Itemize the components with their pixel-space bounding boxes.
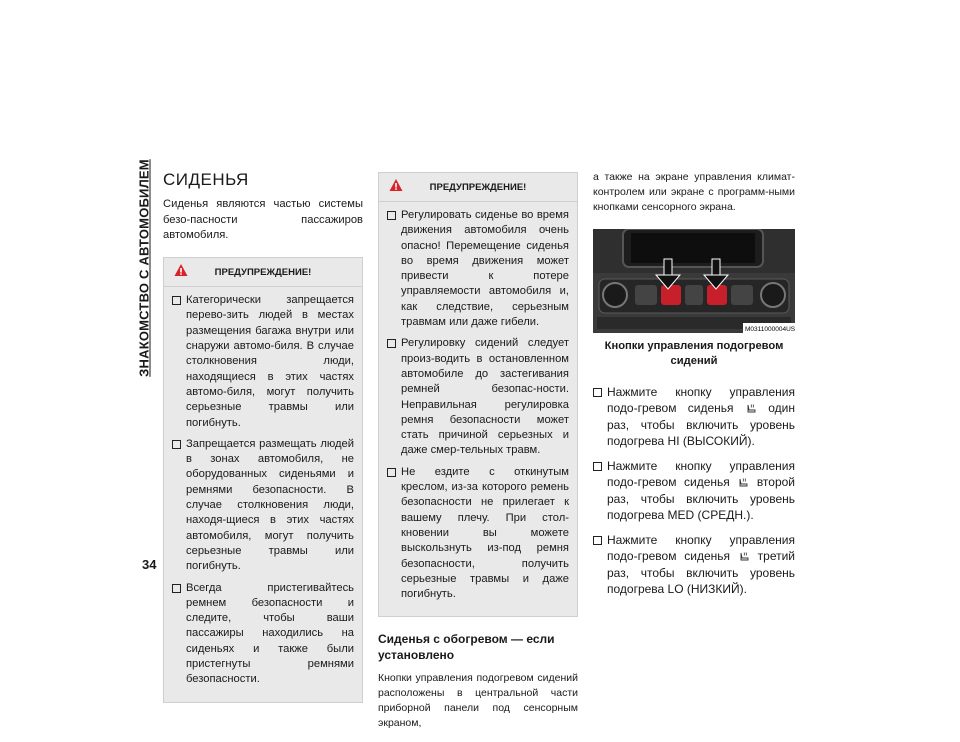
heated-seat-icon: [737, 478, 749, 488]
page-number: 34: [142, 557, 157, 572]
subsection-heading: Сиденья с обогревом — если установлено: [378, 632, 555, 663]
column-right: [593, 170, 795, 606]
image-code: M0311000004US: [745, 326, 795, 333]
intro-paragraph: Сиденья являются частью системы безо-пасности пассажиров автомобиля.: [163, 198, 363, 241]
side-tab-label: ЗНАКОМСТВО С АВТОМОБИЛЕМ: [136, 159, 152, 377]
instruction-text-before: Нажмите кнопку управления подо-гревом сиденья: [607, 384, 795, 416]
instruction-text-before: Нажмите кнопку управления подо-гревом сиденья: [607, 458, 795, 490]
section-title: СИДЕНЬЯ: [163, 170, 249, 189]
warning-box: [378, 172, 578, 617]
continuation-paragraph: а также на экране управления климат-контролем или экране с программ-ными кнопками сенсорного экрана.: [593, 171, 795, 213]
control-panel-illustration: [593, 229, 795, 333]
instruction-text-after: третий раз, чтобы включить уровень подогрева LO (НИЗКИЙ).: [607, 549, 796, 597]
warning-item: Регулировать сиденье во время движения автомобиля очень опасно! Перемещение сиденья во время движения может привести к потере управляемости автомобиля и, как следствие, серьезным травмам или даже гибели.: [387, 208, 569, 330]
warning-box: [163, 257, 363, 702]
heated-seat-icon: [745, 404, 757, 414]
photo-caption: Кнопки управления подогревом сидений: [604, 340, 784, 368]
instruction-item: [593, 458, 795, 524]
instruction-text-after: второй раз, чтобы включить уровень подогрева MED (СРЕДН.).: [607, 475, 796, 523]
instruction-text-after: один раз, чтобы включить уровень подогрева HI (ВЫСОКИЙ).: [607, 401, 795, 449]
instruction-item: [593, 384, 795, 450]
warning-item: Не ездите с откинутым креслом, из-за которого ремень безопасности не прилегает к вашему плечу. При стол-кновении вы можете выскользнуть из-под ремня безопасности, получить серьезные травмы и даже погибнуть.: [387, 465, 569, 603]
warning-header: [164, 258, 362, 287]
warning-title: ПРЕДУПРЕЖДЕНИЕ!: [429, 182, 527, 193]
heated-seat-controls-photo: [593, 229, 795, 333]
column-left: [163, 172, 363, 703]
warning-title: ПРЕДУПРЕЖДЕНИЕ!: [214, 267, 312, 279]
instruction-text-before: Нажмите кнопку управления подо-гревом сиденья: [607, 532, 795, 564]
warning-item: Всегда пристегивайтесь ремнем безопасности и следите, чтобы ваши пассажиры находились на сиденьях и также были пристегнуты ремнями безопасности.: [172, 581, 354, 688]
instruction-item: [593, 532, 795, 598]
heated-seat-icon: [738, 552, 750, 562]
heated-seats-paragraph: Кнопки управления подогревом сидений расположены в центральной части приборной панели под сенсорным экраном,: [378, 672, 578, 730]
column-middle: [378, 172, 578, 731]
warning-item: Запрещается размещать людей в зонах автомобиля, не оборудованных сиденьями и ремнями безопасности. В случае столкновения люди, находя-щиеся в этих частях автомобиля, могут получить серьезные травмы или погибнуть.: [172, 437, 354, 575]
warning-header: [379, 173, 577, 202]
warning-item: Категорически запрещается перево-зить людей в местах размещения багажа внутри или снаружи автомо-биля. В случае столкновения люди, находящиеся в этих частях автомо-биля, могут получить серьезные травмы или погибнуть.: [172, 293, 354, 431]
warning-item: Регулировку сидений следует произ-водить в остановленном автомобиле до застегивания ремней безопас-ности. Неправильная регулировка ремня безопасности может стать причиной серьезных и даже смер-тельных травм.: [387, 336, 569, 458]
section-side-tab: [133, 160, 155, 376]
